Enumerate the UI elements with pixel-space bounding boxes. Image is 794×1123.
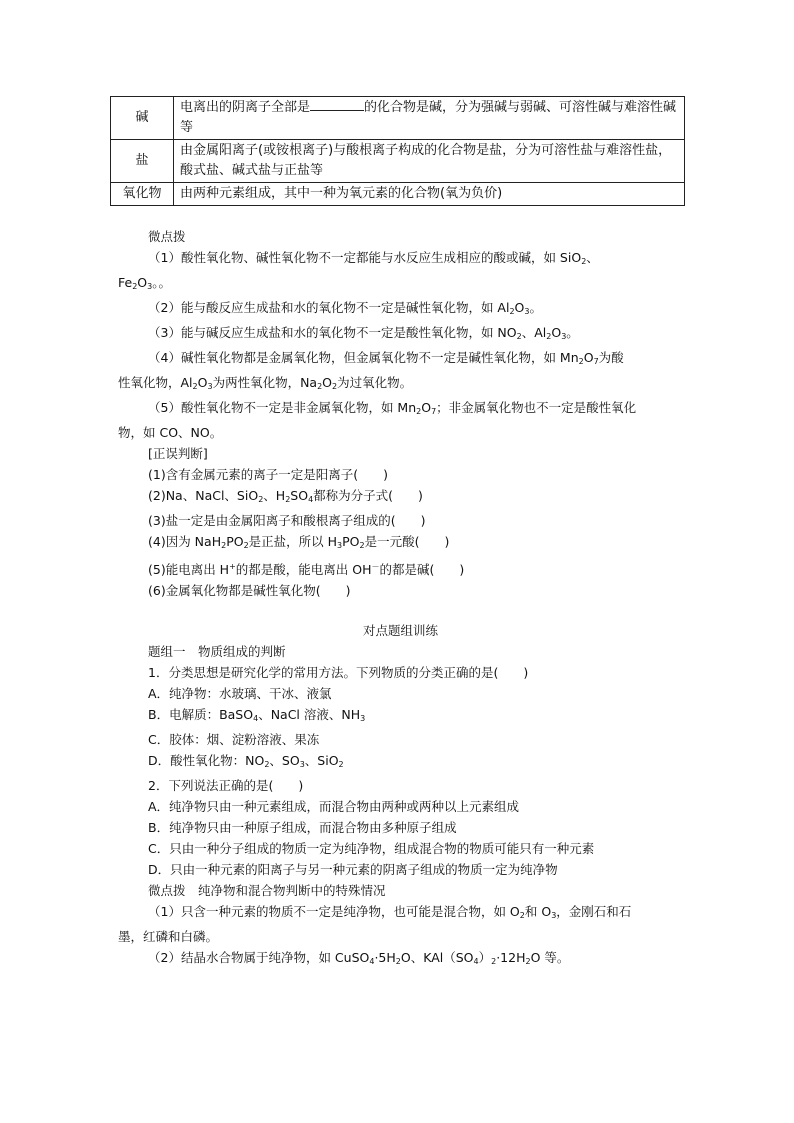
term-cell: 氧化物 bbox=[111, 183, 174, 206]
term-cell: 碱 bbox=[111, 97, 174, 140]
judge-item: (1)含有金属元素的离子一定是阳离子( ) bbox=[148, 467, 388, 482]
classification-table bbox=[110, 96, 685, 206]
term-cell: 盐 bbox=[111, 140, 174, 183]
table-row bbox=[111, 97, 685, 140]
tip-item: （3）能与碱反应生成盐和水的氧化物不一定是酸性氧化物，如 $NO_2$、$Al_2O_3$。 bbox=[148, 325, 579, 341]
option: D．只由一种元素的阳离子与另一种元素的阴离子组成的物质一定为纯净物 bbox=[148, 862, 558, 877]
tip-item-cont: 性氧化物，$Al_2O_3$为两性氧化物，$Na_2O_2$为过氧化物。 bbox=[118, 375, 413, 391]
tip-item-cont: $Fe_2O_3$。。 bbox=[118, 275, 171, 291]
tips-title: 微点拨 bbox=[148, 229, 186, 244]
option: C．只由一种分子组成的物质一定为纯净物，组成混合物的物质可能只有一种元素 bbox=[148, 841, 595, 856]
tip-item: （2）结晶水合物属于纯净物，如 $CuSO_4\cdot 5H_2O$、$KAl(SO_4)_2\cdot 12H_2O$ 等。 bbox=[148, 950, 570, 966]
tips-section bbox=[118, 226, 683, 601]
question: 2．下列说法正确的是( ) bbox=[148, 778, 304, 793]
option: A．纯净物只由一种元素组成，而混合物由两种或两种以上元素组成 bbox=[148, 799, 520, 814]
group-title: 题组一 物质组成的判断 bbox=[148, 644, 286, 659]
judge-title: [正误判断] bbox=[148, 446, 208, 461]
judge-item: (2)Na、NaCl、SiO$_2$、$H_2SO_4$都称为分子式( ) bbox=[148, 488, 423, 504]
tip-item: （5）酸性氧化物不一定是非金属氧化物，如 $Mn_2O_7$；非金属氧化物也不一定是酸性氧化 bbox=[148, 400, 637, 416]
tip-item: （2）能与酸反应生成盐和水的氧化物不一定是碱性氧化物，如 $Al_2O_3$。 bbox=[148, 300, 542, 316]
tip-item: （1）酸性氧化物、碱性氧化物不一定都能与水反应生成相应的酸或碱，如 SiO$_2$、 bbox=[148, 250, 599, 266]
tip-item-cont: 物，如 CO、NO。 bbox=[118, 425, 223, 440]
option: D．酸性氧化物：$NO_2$、$SO_3$、SiO$_2$ bbox=[148, 753, 344, 769]
description-cell: 电离出的阴离子全部是 的化合物是碱，分为强碱与弱碱、可溶性碱与难溶性碱等 bbox=[174, 97, 685, 140]
practice-section bbox=[118, 620, 683, 972]
judge-item: (5)能电离出 H+的都是酸，能电离出 OH－的都是碱( ) bbox=[148, 562, 465, 577]
option: B．纯净物只由一种原子组成，而混合物由多种原子组成 bbox=[148, 820, 457, 835]
tip-item-cont: 墨，红磷和白磷。 bbox=[118, 929, 219, 944]
description-cell: 由两种元素组成，其中一种为氧元素的化合物(氧为负价) bbox=[174, 183, 685, 206]
fill-blank bbox=[310, 98, 364, 111]
option: C．胶体：烟、淀粉溶液、果冻 bbox=[148, 732, 320, 747]
judge-item: (4)因为 $NaH_2PO_2$是正盐，所以 $H_3PO_2$是一元酸( ) bbox=[148, 534, 450, 550]
question: 1．分类思想是研究化学的常用方法。下列物质的分类正确的是( ) bbox=[148, 665, 529, 680]
tip-item: （1）只含一种元素的物质不一定是纯净物，也可能是混合物，如 $O_2$和 $O_3$，金刚石和石 bbox=[148, 904, 632, 920]
table-row bbox=[111, 140, 685, 183]
table-row bbox=[111, 183, 685, 206]
section-heading: 对点题组训练 bbox=[362, 623, 438, 638]
tips-title: 微点拨 纯净物和混合物判断中的特殊情况 bbox=[148, 883, 386, 898]
option: A．纯净物：水玻璃、干冰、液氯 bbox=[148, 686, 332, 701]
judge-item: (6)金属氧化物都是碱性氧化物( ) bbox=[148, 583, 351, 598]
description-cell: 由金属阳离子(或铵根离子)与酸根离子构成的化合物是盐，分为可溶性盐与难溶性盐，酸式盐、碱式盐与正盐等 bbox=[174, 140, 685, 183]
option: B．电解质：BaSO$_4$、NaCl 溶液、$NH_3$ bbox=[148, 707, 366, 723]
judge-item: (3)盐一定是由金属阳离子和酸根离子组成的( ) bbox=[148, 513, 426, 528]
tip-item: （4）碱性氧化物都是金属氧化物，但金属氧化物不一定是碱性氧化物，如 $Mn_2O_7$为酸 bbox=[148, 350, 624, 366]
